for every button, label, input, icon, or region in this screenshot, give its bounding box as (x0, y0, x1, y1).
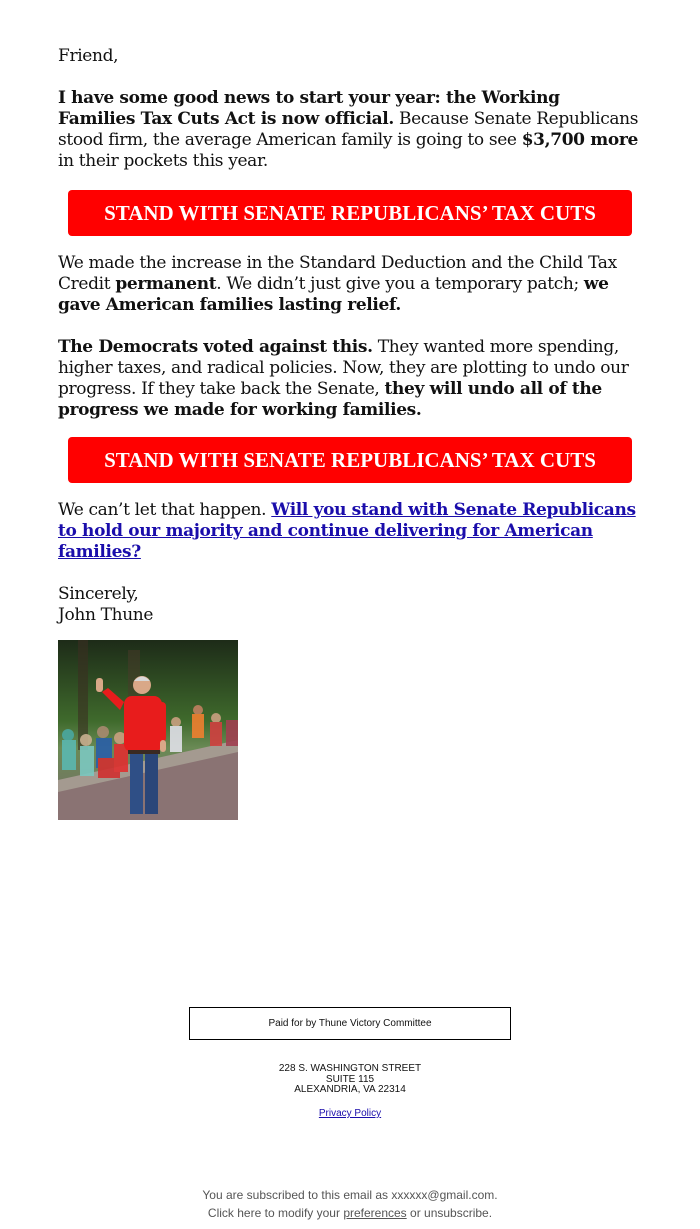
email-body (58, 46, 642, 626)
privacy-policy-link[interactable]: Privacy Policy (318, 1108, 382, 1119)
signoff: Sincerely, (58, 584, 139, 604)
unsubscribe-text[interactable]: or unsubscribe. (406, 1206, 493, 1220)
photo-illustration (58, 640, 238, 820)
mailing-address: 228 S. WASHINGTON STREET SUITE 115 ALEXANDRIA, VA 22314 (278, 1063, 422, 1095)
greeting: Friend, (58, 46, 119, 66)
paragraph-ask: We can’t let that happen. Will you stand with Senate Republicans to hold our majority and continue delivering for American families? (58, 500, 636, 562)
paragraph-good-news: I have some good news to start your year: the Working Families Tax Cuts Act is now official. Because Senate Republicans stood firm, the average American family is going to see $3,700 more in their pockets this year. (58, 88, 639, 171)
privacy-row (0, 1108, 700, 1119)
cta-button-tax-cuts-2[interactable]: STAND WITH SENATE REPUBLICANS’ TAX CUTS (68, 437, 632, 483)
cta-button-tax-cuts-1[interactable]: STAND WITH SENATE REPUBLICANS’ TAX CUTS (68, 190, 632, 236)
subscription-notice: You are subscribed to this email as xxxxxx@gmail.com. Click here to modify your preferences or unsubscribe. (202, 1188, 498, 1220)
paid-for-disclaimer: Paid for by Thune Victory Committee (189, 1007, 511, 1040)
john-thune-photo (58, 640, 238, 820)
signature: John Thune (58, 605, 154, 625)
stand-with-link[interactable]: Will you stand with Senate Republicans to hold our majority and continue delivering for American families? (58, 500, 636, 562)
paragraph-permanent: We made the increase in the Standard Deduction and the Child Tax Credit permanent. We didn’t just give you a temporary patch; we gave American families lasting relief. (58, 253, 617, 315)
preferences-link[interactable]: preferences (343, 1206, 407, 1220)
subscriber-email: xxxxxx@gmail.com. (391, 1188, 498, 1202)
paragraph-democrats: The Democrats voted against this. They wanted more spending, higher taxes, and radical policies. Now, they are plotting to undo our progress. If they take back the Senate, they will undo all of the progress we made for working families. (58, 337, 629, 420)
